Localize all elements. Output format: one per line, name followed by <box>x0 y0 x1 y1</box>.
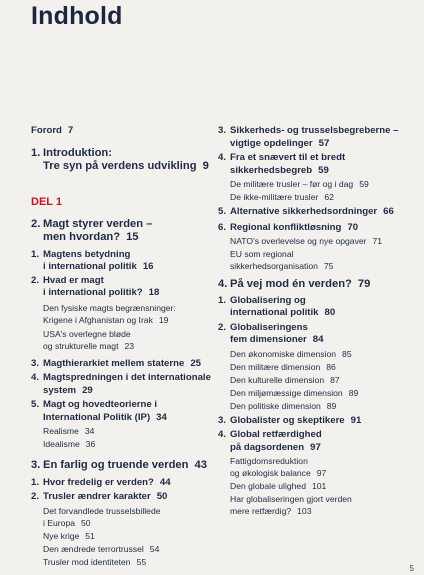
toc-entry <box>218 235 404 247</box>
toc-page-number: 23 <box>124 340 135 351</box>
toc-entry-title: Sikkerheds- og trusselsbegreberne – <box>230 125 399 136</box>
toc-entry <box>31 147 217 174</box>
toc-entry <box>31 399 217 424</box>
toc-entry <box>218 400 404 412</box>
toc-entry-title: Forord <box>31 125 62 136</box>
toc-page-number: 103 <box>297 506 312 517</box>
toc-entry-title: men hvordan? <box>43 231 121 244</box>
page-title: Indhold <box>31 2 123 30</box>
toc-entry-title: EU som regional <box>230 249 294 259</box>
toc-entry-title: Globaliseringens <box>230 321 308 333</box>
toc-page-number: 70 <box>347 221 359 233</box>
toc-entry <box>218 125 404 150</box>
toc-entry-title: og strukturelle magt <box>43 340 119 351</box>
toc-entry-number: 3. <box>218 414 227 426</box>
toc-page-number: 57 <box>318 137 330 149</box>
toc-page-number: 89 <box>348 387 359 398</box>
toc-page-number: 97 <box>310 441 321 453</box>
toc-entry-title: i international politik? <box>43 287 143 299</box>
toc-page-number: 54 <box>149 543 160 554</box>
toc-entry-number: 2. <box>31 491 40 503</box>
toc-entry-number: 1. <box>218 294 227 306</box>
toc-entry <box>31 249 217 274</box>
toc-entry-title: system <box>43 384 77 396</box>
toc-entry-number: 2. <box>218 321 227 333</box>
toc-entry <box>31 543 217 555</box>
toc-entry <box>218 348 404 360</box>
toc-entry <box>31 302 217 326</box>
toc-entry <box>31 125 217 138</box>
toc-page-number: 59 <box>359 179 369 189</box>
toc-entry-title: Nye krige <box>43 530 80 541</box>
toc-entry <box>218 387 404 399</box>
toc-entry-title: Den fysiske magts begrænsninger: <box>43 302 176 313</box>
toc-entry <box>218 295 404 320</box>
toc-entry-title: Trusler ændrer karakter <box>43 491 151 503</box>
toc-entry-title: i international politik <box>43 261 137 273</box>
toc-page-number: 79 <box>357 278 371 290</box>
toc-page-number: 87 <box>330 374 340 385</box>
toc-entry-title: Den kulturelle dimension <box>230 374 325 385</box>
toc-entry-title: De militære trusler – før og i dag <box>230 179 354 189</box>
toc-entry <box>218 374 404 386</box>
toc-entry-title: Alternative sikkerhedsordninger <box>230 206 378 217</box>
toc-entry-number: 3. <box>31 459 41 472</box>
toc-entry <box>31 505 217 529</box>
toc-entry <box>218 322 404 347</box>
toc-entry-title: Introduktion: <box>43 146 112 159</box>
toc-entry-title: Hvor fredelig er verden? <box>43 476 154 488</box>
toc-entry-title: Den økonomiske dimension <box>230 348 337 359</box>
toc-entry-title: Hvad er magt <box>43 274 104 286</box>
toc-entry-number: 1. <box>31 248 40 260</box>
toc-entry-title: Idealisme <box>43 439 80 450</box>
toc-entry-title: På vej mod én verden? <box>230 278 352 290</box>
toc-entry-number: 4. <box>218 429 227 441</box>
toc-entry-title: Magtspredningen i det internationale <box>43 372 211 384</box>
toc-entry <box>31 358 217 371</box>
toc-page-number: 51 <box>85 530 95 541</box>
toc-page-number: 29 <box>82 384 93 396</box>
toc-entry <box>218 493 404 517</box>
toc-entry <box>31 438 217 450</box>
toc-page-number: 50 <box>156 491 168 503</box>
toc-entry-title: Har globaliseringen gjort verden <box>230 494 352 505</box>
toc-entry-title: Globalister og skeptikere <box>230 414 345 426</box>
toc-entry-number: 4. <box>218 278 228 290</box>
toc-entry-title: Magt og hovedteorierne i <box>43 399 158 411</box>
toc-entry-number: 5. <box>31 399 40 411</box>
toc-entry-title: International Politik (IP) <box>43 411 151 423</box>
toc-entry-number: 3. <box>218 125 227 136</box>
toc-entry-title: Realisme <box>43 426 79 437</box>
toc-entry-title: Trusler mod identiteten <box>43 556 131 567</box>
toc-entry-title: sikkerhedsbegreb <box>230 164 313 176</box>
toc-entry-title: på dagsordenen <box>230 441 305 453</box>
toc-page-number: 50 <box>81 517 91 528</box>
toc-entry <box>218 480 404 492</box>
toc-entry <box>218 248 404 272</box>
toc-page-number: 25 <box>190 357 201 369</box>
toc-entry <box>218 222 404 235</box>
toc-entry-number: 2. <box>31 274 40 286</box>
toc-page-number: 16 <box>142 261 154 273</box>
toc-entry-title: i Europa <box>43 517 76 528</box>
toc-entry-number: 3. <box>31 357 40 369</box>
toc-entry <box>31 556 217 568</box>
toc-entry-title: Fra et snævert til et bredt <box>230 152 346 163</box>
toc-entry-title: vigtige opdelinger <box>230 137 313 149</box>
toc-entry-number: 6. <box>218 221 227 233</box>
toc-entry <box>31 275 217 300</box>
toc-entry-title: international politik <box>230 307 319 319</box>
toc-entry-title: Det forvandlede trusselsbillede <box>43 505 161 516</box>
toc-entry-title: Fattigdomsreduktion <box>230 456 308 467</box>
toc-entry-title: De ikke-militære trusler <box>230 192 319 202</box>
toc-column-right <box>218 125 404 517</box>
toc-page-number: 80 <box>324 307 336 319</box>
toc-entry-title: Den ændrede terrortrussel <box>43 543 144 554</box>
toc-page-number: 44 <box>159 476 171 488</box>
toc-entry-title: Globalisering og <box>230 294 306 306</box>
toc-page-number: 71 <box>372 236 383 246</box>
toc-entry <box>31 372 217 397</box>
toc-entry <box>31 477 217 490</box>
toc-entry <box>218 361 404 373</box>
toc-entry-title: DEL 1 <box>31 195 62 208</box>
toc-entry-title: Tre syn på verdens udvikling <box>43 160 197 173</box>
toc-entry <box>218 206 404 219</box>
toc-page-number: 36 <box>85 439 96 450</box>
toc-entry-number: 1. <box>31 476 40 488</box>
toc-entry-title: Regional konfliktløsning <box>230 221 342 233</box>
toc-page-number: 9 <box>202 160 209 173</box>
toc-page-number: 85 <box>342 348 352 359</box>
toc-entry-number: 1. <box>31 146 41 159</box>
toc-entry-title: Den militære dimension <box>230 361 321 372</box>
toc-entry <box>31 196 217 209</box>
toc-entry-number: 4. <box>218 152 227 163</box>
toc-page-number: 86 <box>326 361 336 372</box>
toc-entry <box>31 491 217 504</box>
toc-page-number: 75 <box>323 261 334 271</box>
toc-entry-title: NATO's overlevelse og nye opgaver <box>230 236 367 246</box>
toc-entry-title: mere retfærdig? <box>230 506 292 517</box>
toc-entry <box>218 191 404 203</box>
toc-entry <box>218 455 404 479</box>
footer-page-number: 5 <box>409 564 414 573</box>
toc-entry <box>218 152 404 177</box>
toc-page-number: 66 <box>383 206 394 217</box>
toc-entry <box>31 530 217 542</box>
toc-page-number: 55 <box>136 556 147 567</box>
toc-entry-title: Krigene i Afghanistan og Irak <box>43 314 153 325</box>
toc-page-number: 34 <box>84 426 95 437</box>
toc-entry-title: sikkerhedsorganisation <box>230 261 318 271</box>
toc-page-number: 97 <box>316 468 327 479</box>
toc-page-number: 34 <box>156 411 167 423</box>
toc-page-number: 62 <box>324 192 334 202</box>
toc-page-number: 89 <box>326 400 337 411</box>
toc-page-number: 101 <box>311 481 327 492</box>
toc-entry <box>218 415 404 428</box>
toc-entry <box>31 218 217 245</box>
toc-entry <box>218 429 404 454</box>
toc-entry-number: 5. <box>218 206 227 217</box>
toc-entry-title: USA's overlegne bløde <box>43 328 131 339</box>
toc-column-left <box>31 125 217 568</box>
toc-entry-number: 4. <box>31 372 40 384</box>
toc-page-number: 18 <box>148 287 160 299</box>
toc-entry-title: Magt styrer verden – <box>43 217 153 230</box>
toc-page-number: 59 <box>318 164 329 176</box>
toc-entry-title: Den miljømæssige dimension <box>230 387 343 398</box>
toc-entry-title: Den globale ulighed <box>230 481 306 492</box>
toc-page-number: 43 <box>194 459 207 472</box>
toc-entry-title: En farlig og truende verden <box>43 459 189 472</box>
toc-page-number: 7 <box>67 125 74 136</box>
toc-entry-title: fem dimensioner <box>230 334 307 346</box>
toc-entry-number: 2. <box>31 217 41 230</box>
toc-entry-title: Global retfærdighed <box>230 429 322 441</box>
toc-entry-title: og økologisk balance <box>230 468 311 479</box>
toc-page-number: 15 <box>126 231 139 244</box>
toc-entry-title: Den politiske dimension <box>230 400 321 411</box>
toc-page-number: 91 <box>350 414 362 426</box>
toc-entry-title: Magtens betydning <box>43 248 131 260</box>
toc-entry <box>218 278 404 292</box>
toc-page-number: 84 <box>312 334 324 346</box>
toc-entry <box>218 178 404 190</box>
toc-entry-title: Magthierarkiet mellem staterne <box>43 357 185 369</box>
toc-entry <box>31 459 217 473</box>
toc-page-number: 19 <box>158 314 169 325</box>
toc-entry <box>31 328 217 352</box>
toc-entry <box>31 425 217 437</box>
